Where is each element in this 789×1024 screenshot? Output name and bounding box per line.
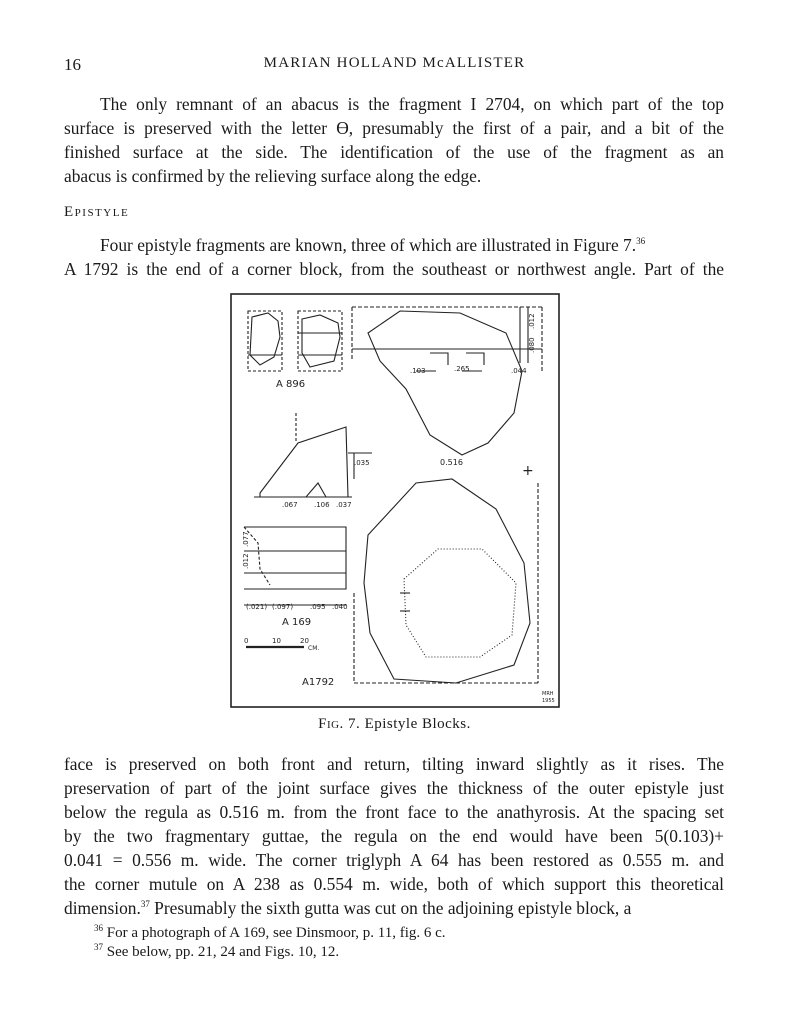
label-021: (.021) (246, 603, 268, 611)
label-106: .106 (314, 501, 330, 509)
footnote-text: For a photograph of A 169, see Dinsmoor, p. 11, fig. 6 c. (106, 925, 446, 941)
scale-10: 10 (272, 637, 281, 645)
epistyle-paragraph (64, 233, 724, 281)
label-044: .044 (511, 367, 527, 375)
label-a169: A 169 (282, 617, 312, 628)
footnote-ref-36[interactable]: 36 (636, 236, 646, 247)
cross-mark: + (522, 463, 534, 479)
label-0516: 0.516 (440, 458, 463, 467)
page-header (0, 55, 789, 77)
footnote-ref-37[interactable]: 37 (140, 899, 150, 910)
label-095: .095 (310, 603, 326, 611)
label-037: .037 (336, 501, 352, 509)
section-heading (64, 204, 129, 221)
text-line: A 1792 is the end of a corner block, from the southeast or northwest angle. Part of the (64, 259, 724, 279)
drawing-a1792 (354, 479, 538, 683)
figure-frame (231, 294, 559, 707)
continuation-paragraph (64, 752, 724, 920)
text-line: surface is preserved with the letter ϴ, presumably the first of a pair, and a bit of the (64, 118, 724, 138)
footnote-text: See below, pp. 21, 24 and Figs. 10, 12. (106, 944, 340, 960)
label-265: .265 (454, 365, 470, 373)
text-line (64, 896, 724, 920)
text-span: Four epistyle fragments are known, three of which are illustrated in Figure 7. (100, 235, 637, 255)
label-012: .012 (528, 313, 536, 329)
label-097: (.097) (272, 603, 294, 611)
page-number: 16 (64, 55, 81, 74)
drawing-a896 (248, 311, 342, 371)
text-span: Presumably the sixth gutta was cut on the adjoining epistyle block, a (149, 898, 632, 918)
text-line: abacus is confirmed by the relieving surface along the edge. (64, 166, 482, 186)
label-103: .103 (410, 367, 426, 375)
caption-text: Epistyle Blocks. (364, 716, 471, 732)
text-line: the corner mutule on A 238 as 0.554 m. wide, both of which support this theoretical (64, 874, 724, 894)
text-line: The only remnant of an abacus is the fragment I 2704, on which part of the top (100, 94, 724, 114)
year: 1955 (542, 698, 555, 704)
text-line: finished surface at the side. The identification of the use of the fragment as an (64, 142, 724, 162)
scale-0: 0 (244, 637, 249, 645)
label-a896: A 896 (276, 379, 306, 390)
label-080: .080 (528, 337, 536, 353)
drawing-a169 (244, 527, 346, 605)
figure-caption (0, 716, 789, 733)
drawing-top-fragment (352, 307, 542, 455)
running-head: MARIAN HOLLAND McALLISTER (263, 55, 526, 71)
text-line (64, 233, 724, 257)
section-heading-text: Epistyle (64, 204, 130, 220)
figure-epistyle-blocks (230, 293, 560, 708)
footnote-37 (94, 943, 339, 962)
footnote-number: 36 (94, 923, 103, 933)
label-067: .067 (282, 501, 298, 509)
drawing-middle-fragment (254, 413, 372, 497)
footnote-36 (94, 924, 446, 943)
text-span: dimension. (64, 898, 141, 918)
footnote-number: 37 (94, 942, 103, 952)
figure-drawing (230, 293, 560, 708)
scale-unit: CM. (308, 645, 320, 652)
abacus-paragraph (64, 92, 724, 188)
initials: MRH (542, 691, 554, 697)
label-077: .077 (242, 531, 250, 547)
text-line: by the two fragmentary guttae, the regula on the end would have been 5(0.103)+ (64, 826, 724, 846)
text-line: face is preserved on both front and return, tilting inward slightly as it rises. The (64, 754, 724, 774)
text-line: below the regula as 0.516 m. from the front face to the anathyrosis. At the spacing set (64, 802, 724, 822)
text-line: preservation of part of the joint surface gives the thickness of the outer epistyle just (64, 778, 724, 798)
label-035: .035 (354, 459, 370, 467)
label-d12: .012 (242, 553, 250, 569)
caption-label: Fig. 7. (318, 716, 361, 732)
scale-20: 20 (300, 637, 309, 645)
text-line: 0.041 = 0.556 m. wide. The corner triglyph A 64 has been restored as 0.555 m. and (64, 850, 724, 870)
label-040: .040 (332, 603, 348, 611)
label-a1792: A1792 (302, 677, 335, 688)
